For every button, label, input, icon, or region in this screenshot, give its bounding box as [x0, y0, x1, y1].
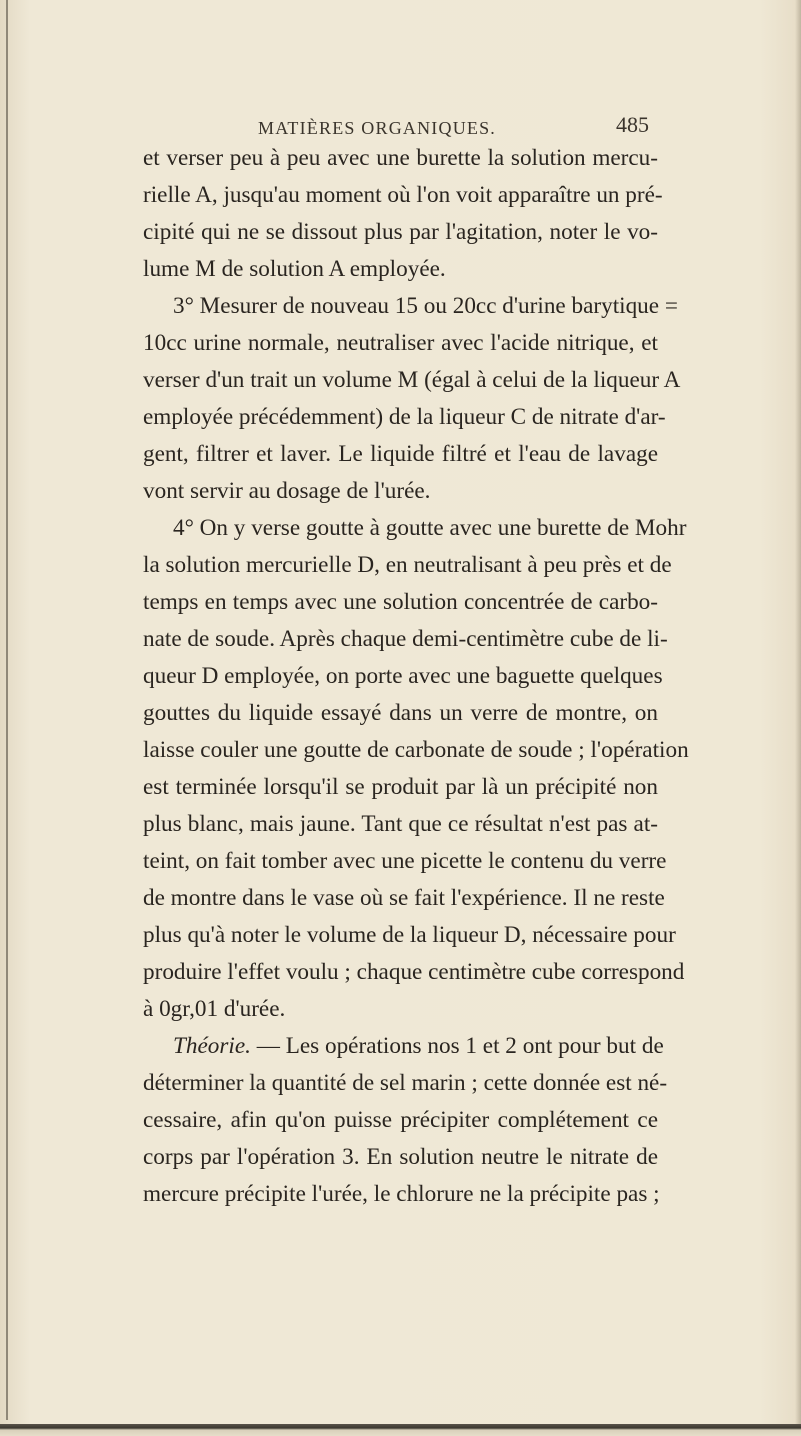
text-line: la solution mercurielle D, en neutralisant à peu près et de — [143, 552, 672, 578]
running-head-title: MATIÈRES ORGANIQUES. — [258, 118, 497, 138]
text-line: mercure précipite l'urée, le chlorure ne la précipite pas ; — [143, 1181, 660, 1207]
text-line: 3° Mesurer de nouveau 15 ou 20cc d'urine barytique = — [173, 293, 678, 319]
theorie-line — [143, 1028, 664, 1065]
text-line: temps en temps avec une solution concentrée de carbo- — [143, 589, 658, 615]
text-line: cessaire, afin qu'on puisse précipiter complétement ce — [143, 1107, 658, 1133]
text-line: teint, on fait tomber avec une picette le contenu du verre — [143, 848, 667, 874]
text-line: 10cc urine normale, neutraliser avec l'acide nitrique, et — [143, 330, 658, 356]
theorie-label: Théorie. — [173, 1033, 251, 1059]
theorie-line-text: — Les opérations nos 1 et 2 ont pour but de — [256, 1033, 664, 1059]
text-line: rielle A, jusqu'au moment où l'on voit apparaître un pré- — [143, 182, 663, 208]
text-line: laisse couler une goutte de carbonate de soude ; l'opération — [143, 737, 689, 763]
running-head — [0, 102, 801, 142]
text-line: et verser peu à peu avec une burette la solution mercu- — [143, 145, 658, 171]
text-line: est terminée lorsqu'il se produit par là un précipité non — [143, 774, 658, 800]
page-right-shadow — [795, 0, 801, 1436]
text-line: cipité qui ne se dissout plus par l'agitation, noter le vo- — [143, 219, 658, 245]
text-line: à 0gr,01 d'urée. — [143, 996, 286, 1022]
text-line: déterminer la quantité de sel marin ; cette donnée est né- — [143, 1070, 668, 1096]
text-line: de montre dans le vase où se fait l'expérience. Il ne reste — [143, 885, 665, 911]
text-line: queur D employée, on porte avec une baguette quelques — [143, 663, 663, 689]
text-line: plus blanc, mais jaune. Tant que ce résultat n'est pas at- — [143, 811, 658, 837]
page-bottom-edge — [0, 1424, 801, 1436]
page-left-edge — [6, 0, 8, 1420]
page-number: 485 — [616, 112, 649, 137]
text-line: gent, filtrer et laver. Le liquide filtré et l'eau de lavage — [143, 441, 658, 467]
text-line: vont servir au dosage de l'urée. — [143, 478, 431, 504]
text-line: verser d'un trait un volume M (égal à celui de la liqueur A — [143, 367, 681, 393]
text-line: gouttes du liquide essayé dans un verre de montre, on — [143, 700, 658, 726]
text-line: nate de soude. Après chaque demi-centimètre cube de li- — [143, 626, 668, 652]
text-line: employée précédemment) de la liqueur C de nitrate d'ar- — [143, 404, 666, 430]
text-line: plus qu'à noter le volume de la liqueur D, nécessaire pour — [143, 922, 676, 948]
text-line: corps par l'opération 3. En solution neutre le nitrate de — [143, 1144, 658, 1170]
text-line: 4° On y verse goutte à goutte avec une burette de Mohr — [173, 515, 687, 541]
text-line: lume M de solution A employée. — [143, 256, 446, 282]
body-text — [143, 140, 689, 1213]
text-line: produire l'effet voulu ; chaque centimètre cube correspond — [143, 959, 685, 985]
